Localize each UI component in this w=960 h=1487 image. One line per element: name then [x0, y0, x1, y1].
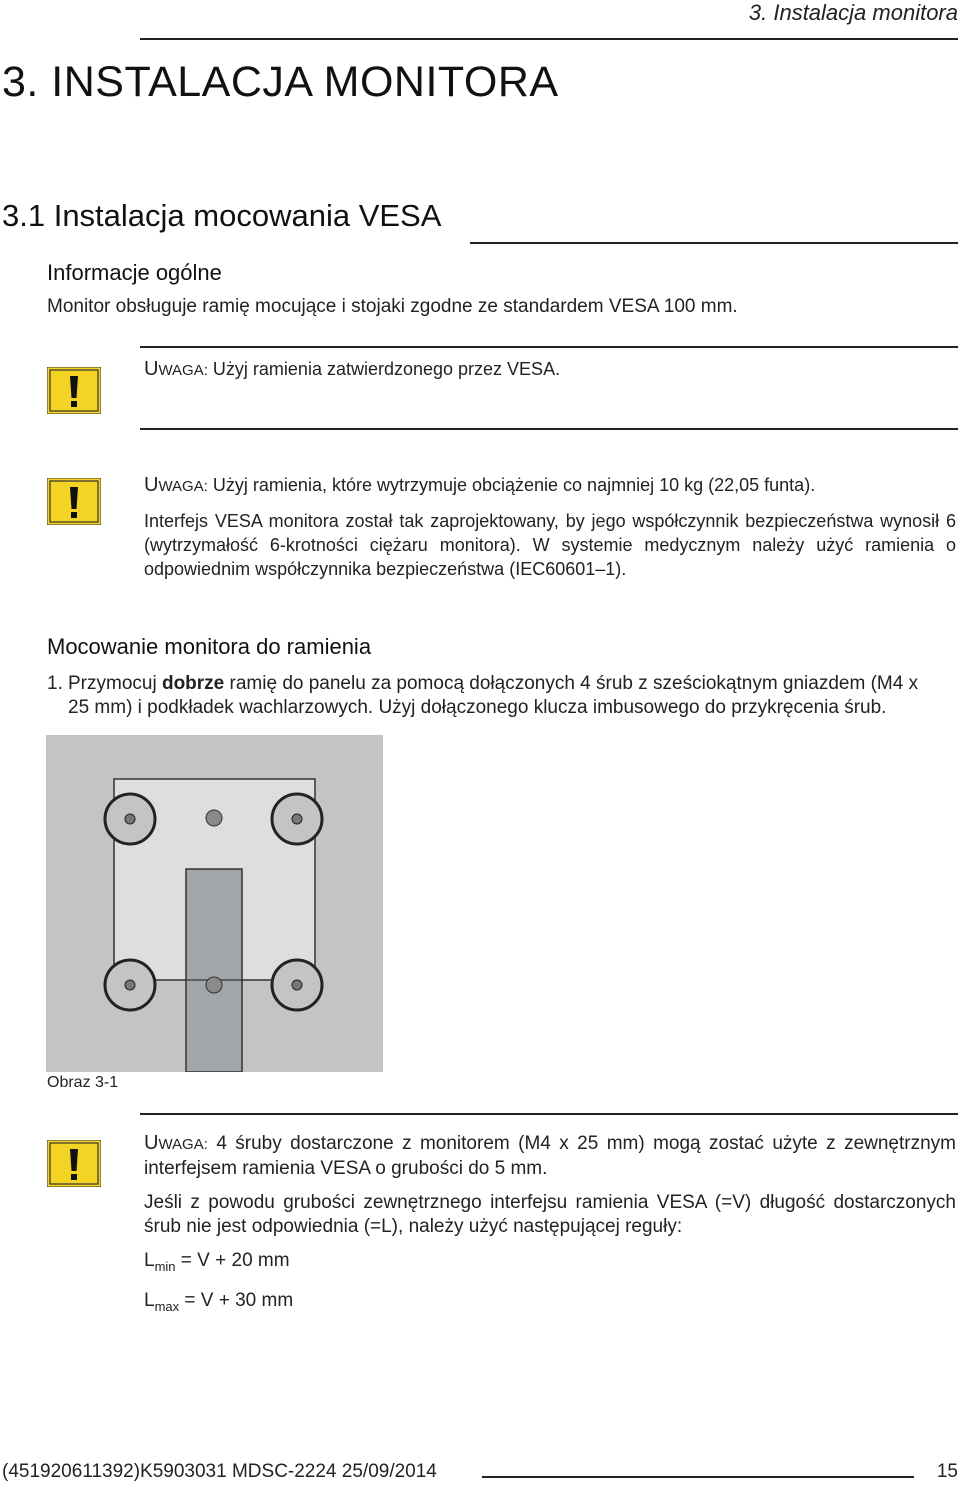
warning-icon: [47, 1140, 101, 1187]
warning-label-first: U: [144, 1132, 159, 1154]
step-1: [47, 672, 956, 720]
note1-bottom-rule: [140, 428, 958, 430]
warning-label-first: U: [144, 358, 159, 380]
general-text: Monitor obsługuje ramię mocujące i stojaki zgodne ze standardem VESA 100 mm.: [47, 296, 738, 317]
section-rule: [470, 242, 958, 244]
warning-label-first: U: [144, 474, 159, 496]
screw-bottom-right: [272, 960, 322, 1010]
note2-line1: Użyj ramienia, które wytrzymuje obciążenie co najmniej 10 kg (22,05 funta).: [212, 475, 816, 495]
mount-heading: Mocowanie monitora do ramienia: [47, 634, 372, 659]
running-header: 3. Instalacja monitora: [748, 0, 958, 25]
header-rule: [140, 38, 958, 40]
vesa-mount-figure: [46, 735, 383, 1072]
warning-label-rest: WAGA:: [158, 478, 208, 495]
center-hole-top: [206, 810, 222, 826]
step1-text-before: Przymocuj: [68, 673, 162, 694]
formula-min: $L_{min} = V + 20$ mm: [144, 1250, 290, 1274]
note1-text: Użyj ramienia zatwierdzonego przez VESA.: [212, 359, 561, 379]
general-heading: Informacje ogólne: [47, 260, 222, 285]
screw-top-right: [272, 794, 322, 844]
note1-top-rule: [140, 346, 958, 348]
warning-label-rest: WAGA:: [158, 1136, 208, 1153]
note3-para2: Jeśli z powodu grubości zewnętrznego interfejsu ramienia VESA (=V) długość dostarczonych śrub nie jest odpowiednia (=L), należy użyć następującej reguły:: [144, 1192, 956, 1237]
note3-top-rule: [140, 1113, 958, 1115]
warning-icon: [47, 478, 101, 525]
note2-paragraph: Interfejs VESA monitora został tak zaprojektowany, by jego współczynnik bezpieczeństwa wynosił 6 (wytrzymałość 6-krotności ciężaru monitora). W systemie medycznym należy użyć ramienia o odpowiednim współczynnika bezpieczeństwa (IEC60601–1).: [144, 511, 956, 579]
note3-para1: 4 śruby dostarczone z monitorem (M4 x 25 mm) mogą zostać użyte z zewnętrznym interfejsem ramienia VESA o grubości do 5 mm.: [144, 1133, 956, 1179]
step1-text-after: ramię do panelu za pomocą dołączonych 4 śrub z sześciokątnym gniazdem (M4 x: [224, 673, 919, 694]
section-title: 3.1 Instalacja mocowania VESA: [2, 198, 442, 233]
step-number: 1.: [47, 673, 63, 694]
warning-icon: [47, 367, 101, 414]
step1-line2: 25 mm) i podkładek wachlarzowych. Użyj dołączonego klucza imbusowego do przykręcenia śrub.: [68, 697, 887, 718]
footer-doc-id: (451920611392)K5903031 MDSC-2224 25/09/2014: [2, 1461, 437, 1482]
arm-slot: [186, 869, 242, 1072]
note2: [144, 473, 956, 591]
note1: [144, 357, 956, 383]
center-hole-bottom: [206, 977, 222, 993]
chapter-title: 3. INSTALACJA MONITORA: [2, 58, 559, 106]
page-number: 15: [936, 1461, 958, 1482]
figure-caption: Obraz 3-1: [47, 1074, 119, 1091]
warning-label-rest: WAGA:: [158, 362, 208, 379]
screw-bottom-left: [105, 960, 155, 1010]
screw-top-left: [105, 794, 155, 844]
note3: [144, 1131, 956, 1329]
footer-rule: [482, 1476, 914, 1478]
formula-max: $L_{max} = V + 30$ mm: [144, 1289, 294, 1314]
step1-bold: dobrze: [161, 673, 225, 694]
